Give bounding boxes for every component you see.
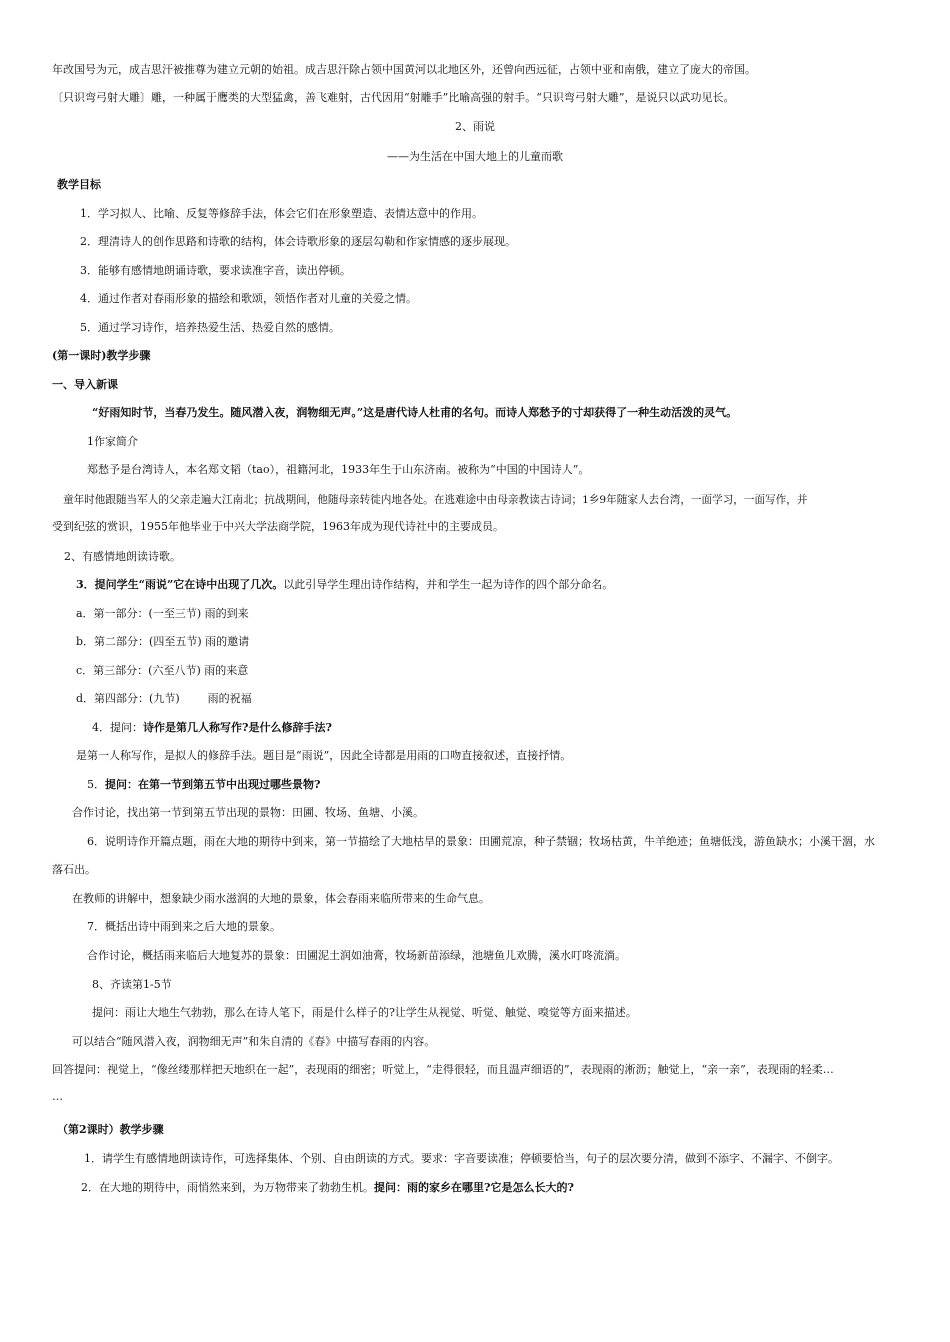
step-4-question <box>92 720 332 736</box>
step-7-answer: 合作讨论，概括雨来临后大地复苏的景象：田圃泥土润如油膏，牧场新苗添绿，池塘鱼儿欢腾，溪水叮咚流淌。 <box>87 949 626 962</box>
goal-item-5: 5．通过学习诗作，培养热爱生活、热爱自然的感情。 <box>80 321 340 334</box>
intro-quote: “好雨知时节，当春乃发生。随风潜入夜，润物细无声。”这是唐代诗人杜甫的名句。而诗人郑愁予的寸却获得了一种生动活泼的灵气。 <box>92 406 738 419</box>
step-8-hint: 可以结合“随风潜入夜，润物细无声”和朱自清的《春》中描写春雨的内容。 <box>72 1035 436 1048</box>
step-3 <box>76 577 613 593</box>
lesson2-step-1: 1．请学生有感情地朗读诗作，可选择集体、个别、自由朗读的方式。要求：字音要读准；停顿要恰当，句子的层次要分清，做到不添字、不漏字、不倒字。 <box>84 1152 839 1165</box>
lesson2-step-2-text: 2．在大地的期待中，雨悄然来到，为万物带来了勃勃生机。 <box>81 1181 374 1194</box>
step-6-line-1: 6．说明诗作开篇点题，雨在大地的期待中到来，第一节描绘了大地枯旱的景象：田圃荒凉，种子禁锢；牧场枯黄，牛羊绝迹；鱼塘低浅，游鱼缺水；小溪干涸，水 <box>87 835 875 848</box>
paragraph-eagle-note: 〔只识弯弓射大雕〕雕，一种属于鹰类的大型猛禽，善飞难射，古代因用“射雕手”比喻高强的射手。“只识弯弓射大雕”，是说只以武功见长。 <box>52 91 735 104</box>
step-8-ellipsis: … <box>52 1090 63 1103</box>
step-5-answer: 合作讨论，找出第一节到第五节出现的景物：田圃、牧场、鱼塘、小溪。 <box>72 806 424 819</box>
goal-item-3: 3．能够有感情地朗诵诗歌，要求读准字音，读出停顿。 <box>80 264 351 277</box>
structure-part-b: b．第二部分：(四至五节) 雨的邀请 <box>76 635 250 648</box>
step-5-question-text: 提问：在第一节到第五节中出现过哪些景物? <box>105 778 321 791</box>
step-3-instruction: 以此引导学生理出诗作结构，并和学生一起为诗作的四个部分命名。 <box>283 578 614 591</box>
paragraph-yuan-dynasty: 年改国号为元，成吉思汗被推尊为建立元朝的始祖。成吉思汗除占领中国黄河以北地区外，还曾向西远征，占领中亚和南俄，建立了庞大的帝国。 <box>52 63 756 76</box>
lesson1-heading: (第一课时)教学步骤 <box>52 349 151 362</box>
author-heading: 1作家简介 <box>87 435 138 448</box>
structure-part-a: a．第一部分：(一至三节) 雨的到来 <box>76 607 249 620</box>
lesson2-heading: （第2课时）教学步骤 <box>57 1123 164 1136</box>
author-paragraph-2b: 受到纪弦的赏识，1955年他毕业于中兴大学法商学院，1963年成为现代诗社中的主要成员。 <box>52 520 504 533</box>
lesson2-step-2 <box>81 1180 574 1196</box>
step-6-line-2: 落石出。 <box>52 863 96 876</box>
goal-item-4: 4．通过作者对春雨形象的描绘和歌颂，领悟作者对儿童的关爱之情。 <box>80 292 417 305</box>
step-8-question: 提问：雨让大地生气勃勃，那么在诗人笔下，雨是什么样子的?让学生从视觉、听觉、触觉、嗅觉等方面来描述。 <box>92 1006 637 1019</box>
step-5-number: 5． <box>87 778 105 791</box>
lesson-title: 2、雨说 <box>455 120 495 133</box>
lesson2-step-2-question: 提问：雨的家乡在哪里?它是怎么长大的? <box>374 1181 574 1194</box>
step-4-question-text: 诗作是第几人称写作?是什么修辞手法? <box>143 721 332 734</box>
author-paragraph-2a: 童年时他跟随当军人的父亲走遍大江南北；抗战期间，他随母亲转徙内地各处。在逃难途中由母亲教读古诗词；1乡9年随家人去台湾，一面学习，一面写作，并 <box>63 494 808 506</box>
step-6-note: 在教师的讲解中，想象缺少雨水滋润的大地的景象，体会春雨来临所带来的生命气息。 <box>72 892 490 905</box>
step-2: 2、有感情地朗读诗歌。 <box>64 550 181 563</box>
step-7: 7．概括出诗中雨到来之后大地的景象。 <box>87 920 281 933</box>
goals-heading: 教学目标 <box>57 178 101 191</box>
structure-part-c: c．第三部分：(六至八节) 雨的来意 <box>76 664 249 677</box>
step-3-question: 3．提问学生“雨说”它在诗中出现了几次。 <box>76 578 284 591</box>
author-paragraph-1: 郑愁予是台湾诗人，本名郑文韬（tao），祖籍河北，1933年生于山东济南。被称为“中国的中国诗人”。 <box>87 463 590 476</box>
lesson-subtitle: ——为生活在中国大地上的儿童而歌 <box>387 150 563 163</box>
step-5-question <box>87 777 320 793</box>
step-4-number: 4．提问： <box>92 721 143 734</box>
section-intro-heading: 一、导入新课 <box>52 378 118 391</box>
step-4-answer: 是第一人称写作，是拟人的修辞手法。题目是“雨说”，因此全诗都是用雨的口吻直接叙述，直接抒情。 <box>76 749 572 762</box>
goal-item-2: 2．理清诗人的创作思路和诗歌的结构，体会诗歌形象的逐层勾勒和作家情感的逐步展现。 <box>80 235 516 248</box>
structure-part-d: d．第四部分：(九节) 雨的祝福 <box>76 692 252 705</box>
step-8-answer: 回答提问：视觉上，“像丝缕那样把天地织在一起”，表现雨的细密；听觉上，“走得很轻，而且温声细语的”，表现雨的淅沥；触觉上，“亲一亲”，表现雨的轻柔… <box>52 1063 834 1076</box>
goal-item-1: 1．学习拟人、比喻、反复等修辞手法，体会它们在形象塑造、表情达意中的作用。 <box>80 207 483 220</box>
step-8: 8、齐读第1-5节 <box>92 978 172 991</box>
